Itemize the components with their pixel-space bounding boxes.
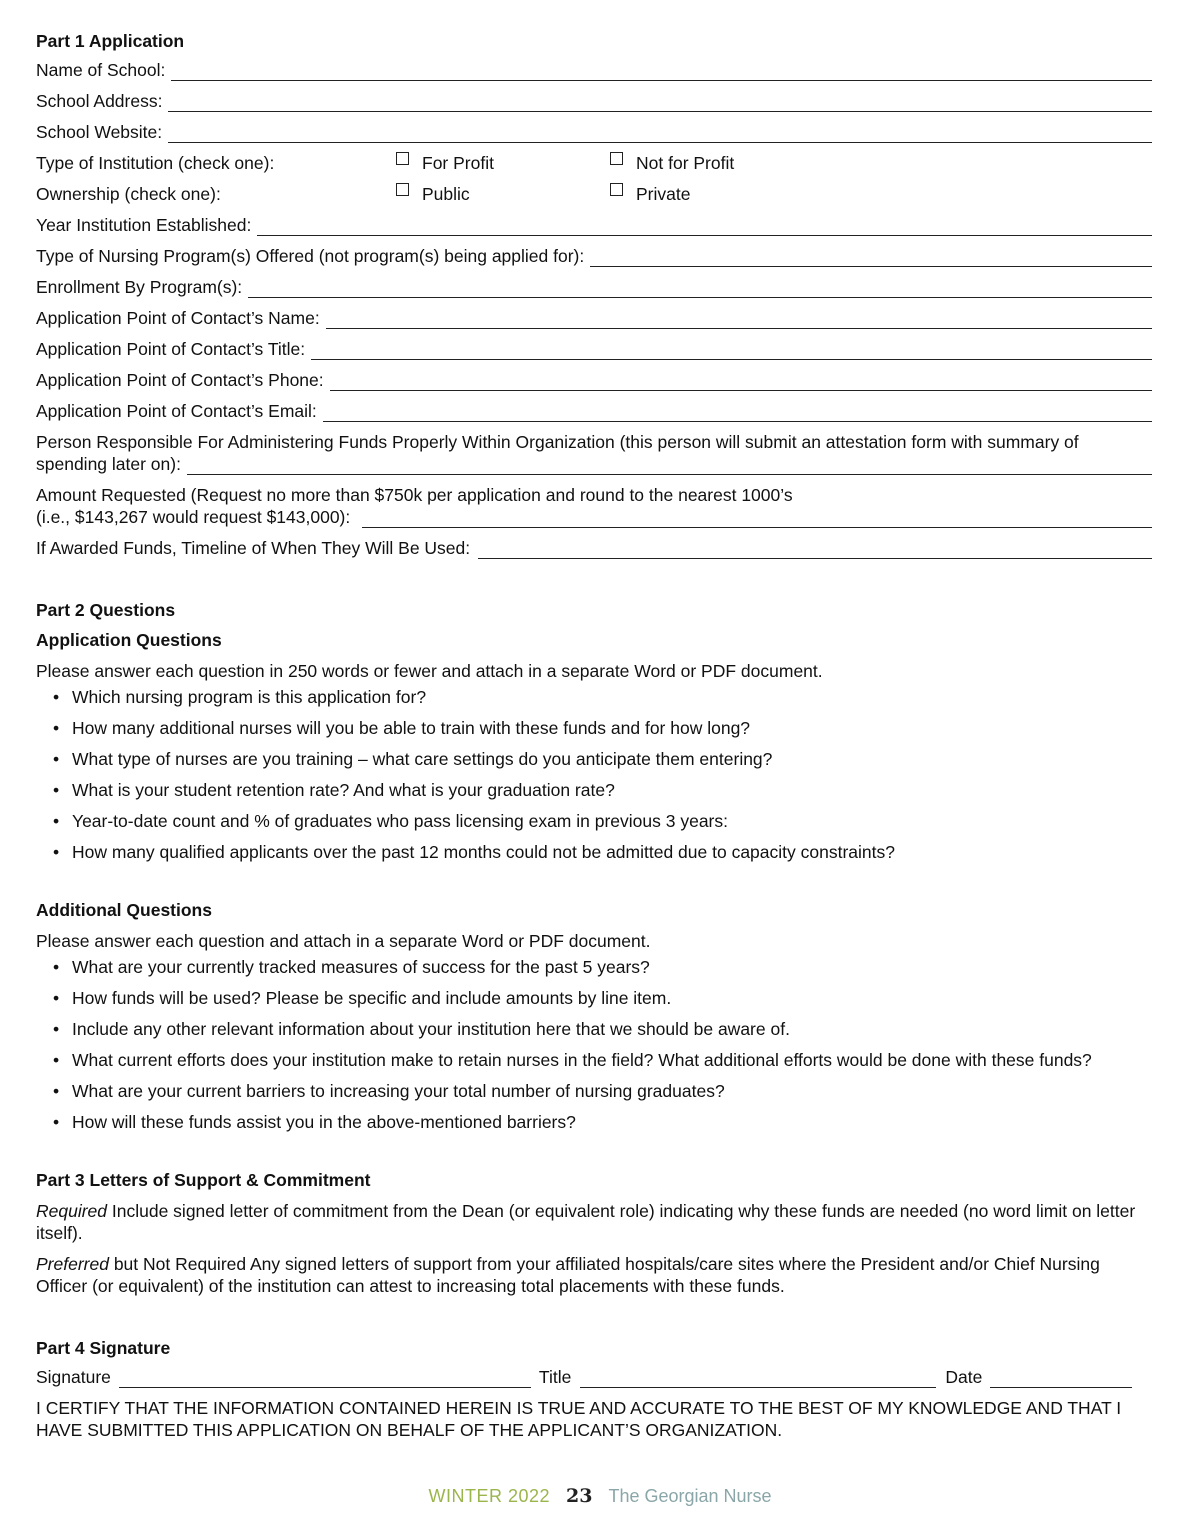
school-website-label: School Website: bbox=[36, 122, 163, 142]
school-website-field[interactable] bbox=[168, 124, 1152, 143]
part4-heading: Part 4 Signature bbox=[36, 1338, 171, 1358]
public-label: Public bbox=[422, 184, 470, 204]
amount-label-end: (i.e., $143,267 would request $143,000): bbox=[36, 507, 351, 527]
school-name-field[interactable] bbox=[171, 62, 1152, 81]
contact-title-field[interactable] bbox=[311, 341, 1152, 360]
programs-offered-row bbox=[36, 236, 1152, 267]
required-label: Required bbox=[36, 1201, 108, 1221]
contact-name-field[interactable] bbox=[326, 310, 1152, 329]
application-form bbox=[36, 30, 1152, 1441]
school-address-row bbox=[36, 81, 1152, 112]
footer-season: WINTER 2022 bbox=[428, 1486, 550, 1506]
question-item: • Which nursing program is this application for? bbox=[36, 682, 1152, 713]
certification-statement: I CERTIFY THAT THE INFORMATION CONTAINED HEREIN IS TRUE AND ACCURATE TO THE BEST OF MY KNOWLEDGE AND THAT I HAVE SUBMITTED THIS APPLICATION ON BEHALF OF THE APPLICANT’S ORGANIZATION. bbox=[36, 1398, 1122, 1440]
required-letter-paragraph bbox=[36, 1200, 1152, 1244]
institution-type-label: Type of Institution (check one): bbox=[36, 153, 275, 173]
contact-name-row bbox=[36, 298, 1152, 329]
preferred-label: Preferred bbox=[36, 1254, 109, 1274]
amount-field[interactable] bbox=[362, 509, 1152, 528]
not-for-profit-label: Not for Profit bbox=[636, 153, 735, 173]
school-name-row bbox=[36, 52, 1152, 81]
responsible-person-field[interactable] bbox=[187, 456, 1152, 475]
public-checkbox[interactable] bbox=[396, 183, 409, 196]
school-name-label: Name of School: bbox=[36, 60, 166, 80]
responsible-person-label: Person Responsible For Administering Funds Properly Within Organization (this person will submit an attestation form with summary of bbox=[36, 432, 1079, 452]
additional-questions-intro: Please answer each question and attach in a separate Word or PDF document. bbox=[36, 931, 651, 951]
amount-row bbox=[36, 506, 1152, 528]
programs-offered-label: Type of Nursing Program(s) Offered (not program(s) being applied for): bbox=[36, 246, 585, 266]
not-for-profit-option[interactable] bbox=[610, 153, 734, 174]
not-for-profit-checkbox[interactable] bbox=[610, 152, 623, 165]
question-item: • How funds will be used? Please be specific and include amounts by line item. bbox=[36, 983, 1152, 1014]
for-profit-label: For Profit bbox=[422, 153, 494, 173]
preferred-text: but Not Required Any signed letters of support from your affiliated hospitals/care sites where the President and/or Chief Nursing Officer (or equivalent) of the institution can attest to increasing total placements with these funds. bbox=[36, 1254, 1100, 1296]
part2-heading: Part 2 Questions bbox=[36, 600, 176, 620]
enrollment-label: Enrollment By Program(s): bbox=[36, 277, 243, 297]
contact-phone-row bbox=[36, 360, 1152, 391]
for-profit-checkbox[interactable] bbox=[396, 152, 409, 165]
contact-title-row bbox=[36, 329, 1152, 360]
enrollment-field[interactable] bbox=[248, 279, 1152, 298]
question-item: • What is your student retention rate? And what is your graduation rate? bbox=[36, 775, 1152, 806]
year-established-row bbox=[36, 205, 1152, 236]
signature-field[interactable] bbox=[119, 1369, 531, 1388]
contact-email-field[interactable] bbox=[323, 403, 1152, 422]
contact-phone-label: Application Point of Contact’s Phone: bbox=[36, 370, 324, 390]
public-option[interactable] bbox=[396, 184, 610, 205]
page-number: 23 bbox=[566, 1485, 593, 1507]
private-label: Private bbox=[636, 184, 691, 204]
contact-phone-field[interactable] bbox=[330, 372, 1152, 391]
required-text: Include signed letter of commitment from the Dean (or equivalent role) indicating why these funds are needed (no word limit on letter itself). bbox=[36, 1201, 1136, 1243]
question-item: • Year-to-date count and % of graduates who pass licensing exam in previous 3 years: bbox=[36, 806, 1152, 837]
amount-block bbox=[36, 484, 1152, 528]
ownership-row bbox=[36, 174, 1152, 205]
preferred-letter-paragraph bbox=[36, 1253, 1152, 1297]
question-item: • How many additional nurses will you be able to train with these funds and for how long? bbox=[36, 713, 1152, 744]
additional-questions-list bbox=[36, 952, 1152, 1138]
enrollment-row bbox=[36, 267, 1152, 298]
timeline-row bbox=[36, 528, 1152, 559]
question-item: • What current efforts does your institution make to retain nurses in the field? What additional efforts would be done with these funds? bbox=[36, 1045, 1152, 1076]
application-questions-intro: Please answer each question in 250 words or fewer and attach in a separate Word or PDF document. bbox=[36, 661, 823, 681]
date-label: Date bbox=[945, 1367, 983, 1387]
institution-type-row bbox=[36, 143, 1152, 174]
application-questions-list bbox=[36, 682, 1152, 868]
private-option[interactable] bbox=[610, 184, 690, 205]
year-established-label: Year Institution Established: bbox=[36, 215, 252, 235]
page-footer bbox=[0, 1485, 1200, 1507]
question-item: • What are your current barriers to increasing your total number of nursing graduates? bbox=[36, 1076, 1152, 1107]
contact-name-label: Application Point of Contact’s Name: bbox=[36, 308, 320, 328]
question-item: • What type of nurses are you training – what care settings do you anticipate them entering? bbox=[36, 744, 1152, 775]
timeline-label: If Awarded Funds, Timeline of When They Will Be Used: bbox=[36, 538, 471, 558]
school-address-label: School Address: bbox=[36, 91, 163, 111]
contact-title-label: Application Point of Contact’s Title: bbox=[36, 339, 306, 359]
school-address-field[interactable] bbox=[168, 93, 1152, 112]
date-field[interactable] bbox=[990, 1369, 1132, 1388]
school-website-row bbox=[36, 112, 1152, 143]
amount-label: Amount Requested (Request no more than $750k per application and round to the nearest 1000’s bbox=[36, 485, 793, 505]
contact-email-label: Application Point of Contact’s Email: bbox=[36, 401, 317, 421]
responsible-person-row bbox=[36, 453, 1152, 475]
magazine-title: The Georgian Nurse bbox=[608, 1486, 772, 1506]
question-item: • How many qualified applicants over the past 12 months could not be admitted due to capacity constraints? bbox=[36, 837, 1152, 868]
title-field[interactable] bbox=[580, 1369, 936, 1388]
year-established-field[interactable] bbox=[257, 217, 1152, 236]
question-item: • What are your currently tracked measures of success for the past 5 years? bbox=[36, 952, 1152, 983]
contact-email-row bbox=[36, 391, 1152, 422]
signature-row bbox=[36, 1359, 1152, 1388]
signature-label: Signature bbox=[36, 1367, 111, 1387]
timeline-field[interactable] bbox=[478, 540, 1152, 559]
title-label: Title bbox=[538, 1367, 572, 1387]
programs-offered-field[interactable] bbox=[590, 248, 1152, 267]
responsible-person-label-end: spending later on): bbox=[36, 454, 181, 474]
responsible-person-block bbox=[36, 431, 1152, 475]
question-item: • How will these funds assist you in the above-mentioned barriers? bbox=[36, 1107, 1152, 1138]
part3-heading: Part 3 Letters of Support & Commitment bbox=[36, 1170, 371, 1190]
for-profit-option[interactable] bbox=[396, 153, 610, 174]
ownership-label: Ownership (check one): bbox=[36, 184, 221, 204]
private-checkbox[interactable] bbox=[610, 183, 623, 196]
application-questions-heading: Application Questions bbox=[36, 630, 222, 650]
question-item: • Include any other relevant information about your institution here that we should be aware of. bbox=[36, 1014, 1152, 1045]
additional-questions-heading: Additional Questions bbox=[36, 900, 212, 920]
part1-heading: Part 1 Application bbox=[36, 31, 185, 51]
